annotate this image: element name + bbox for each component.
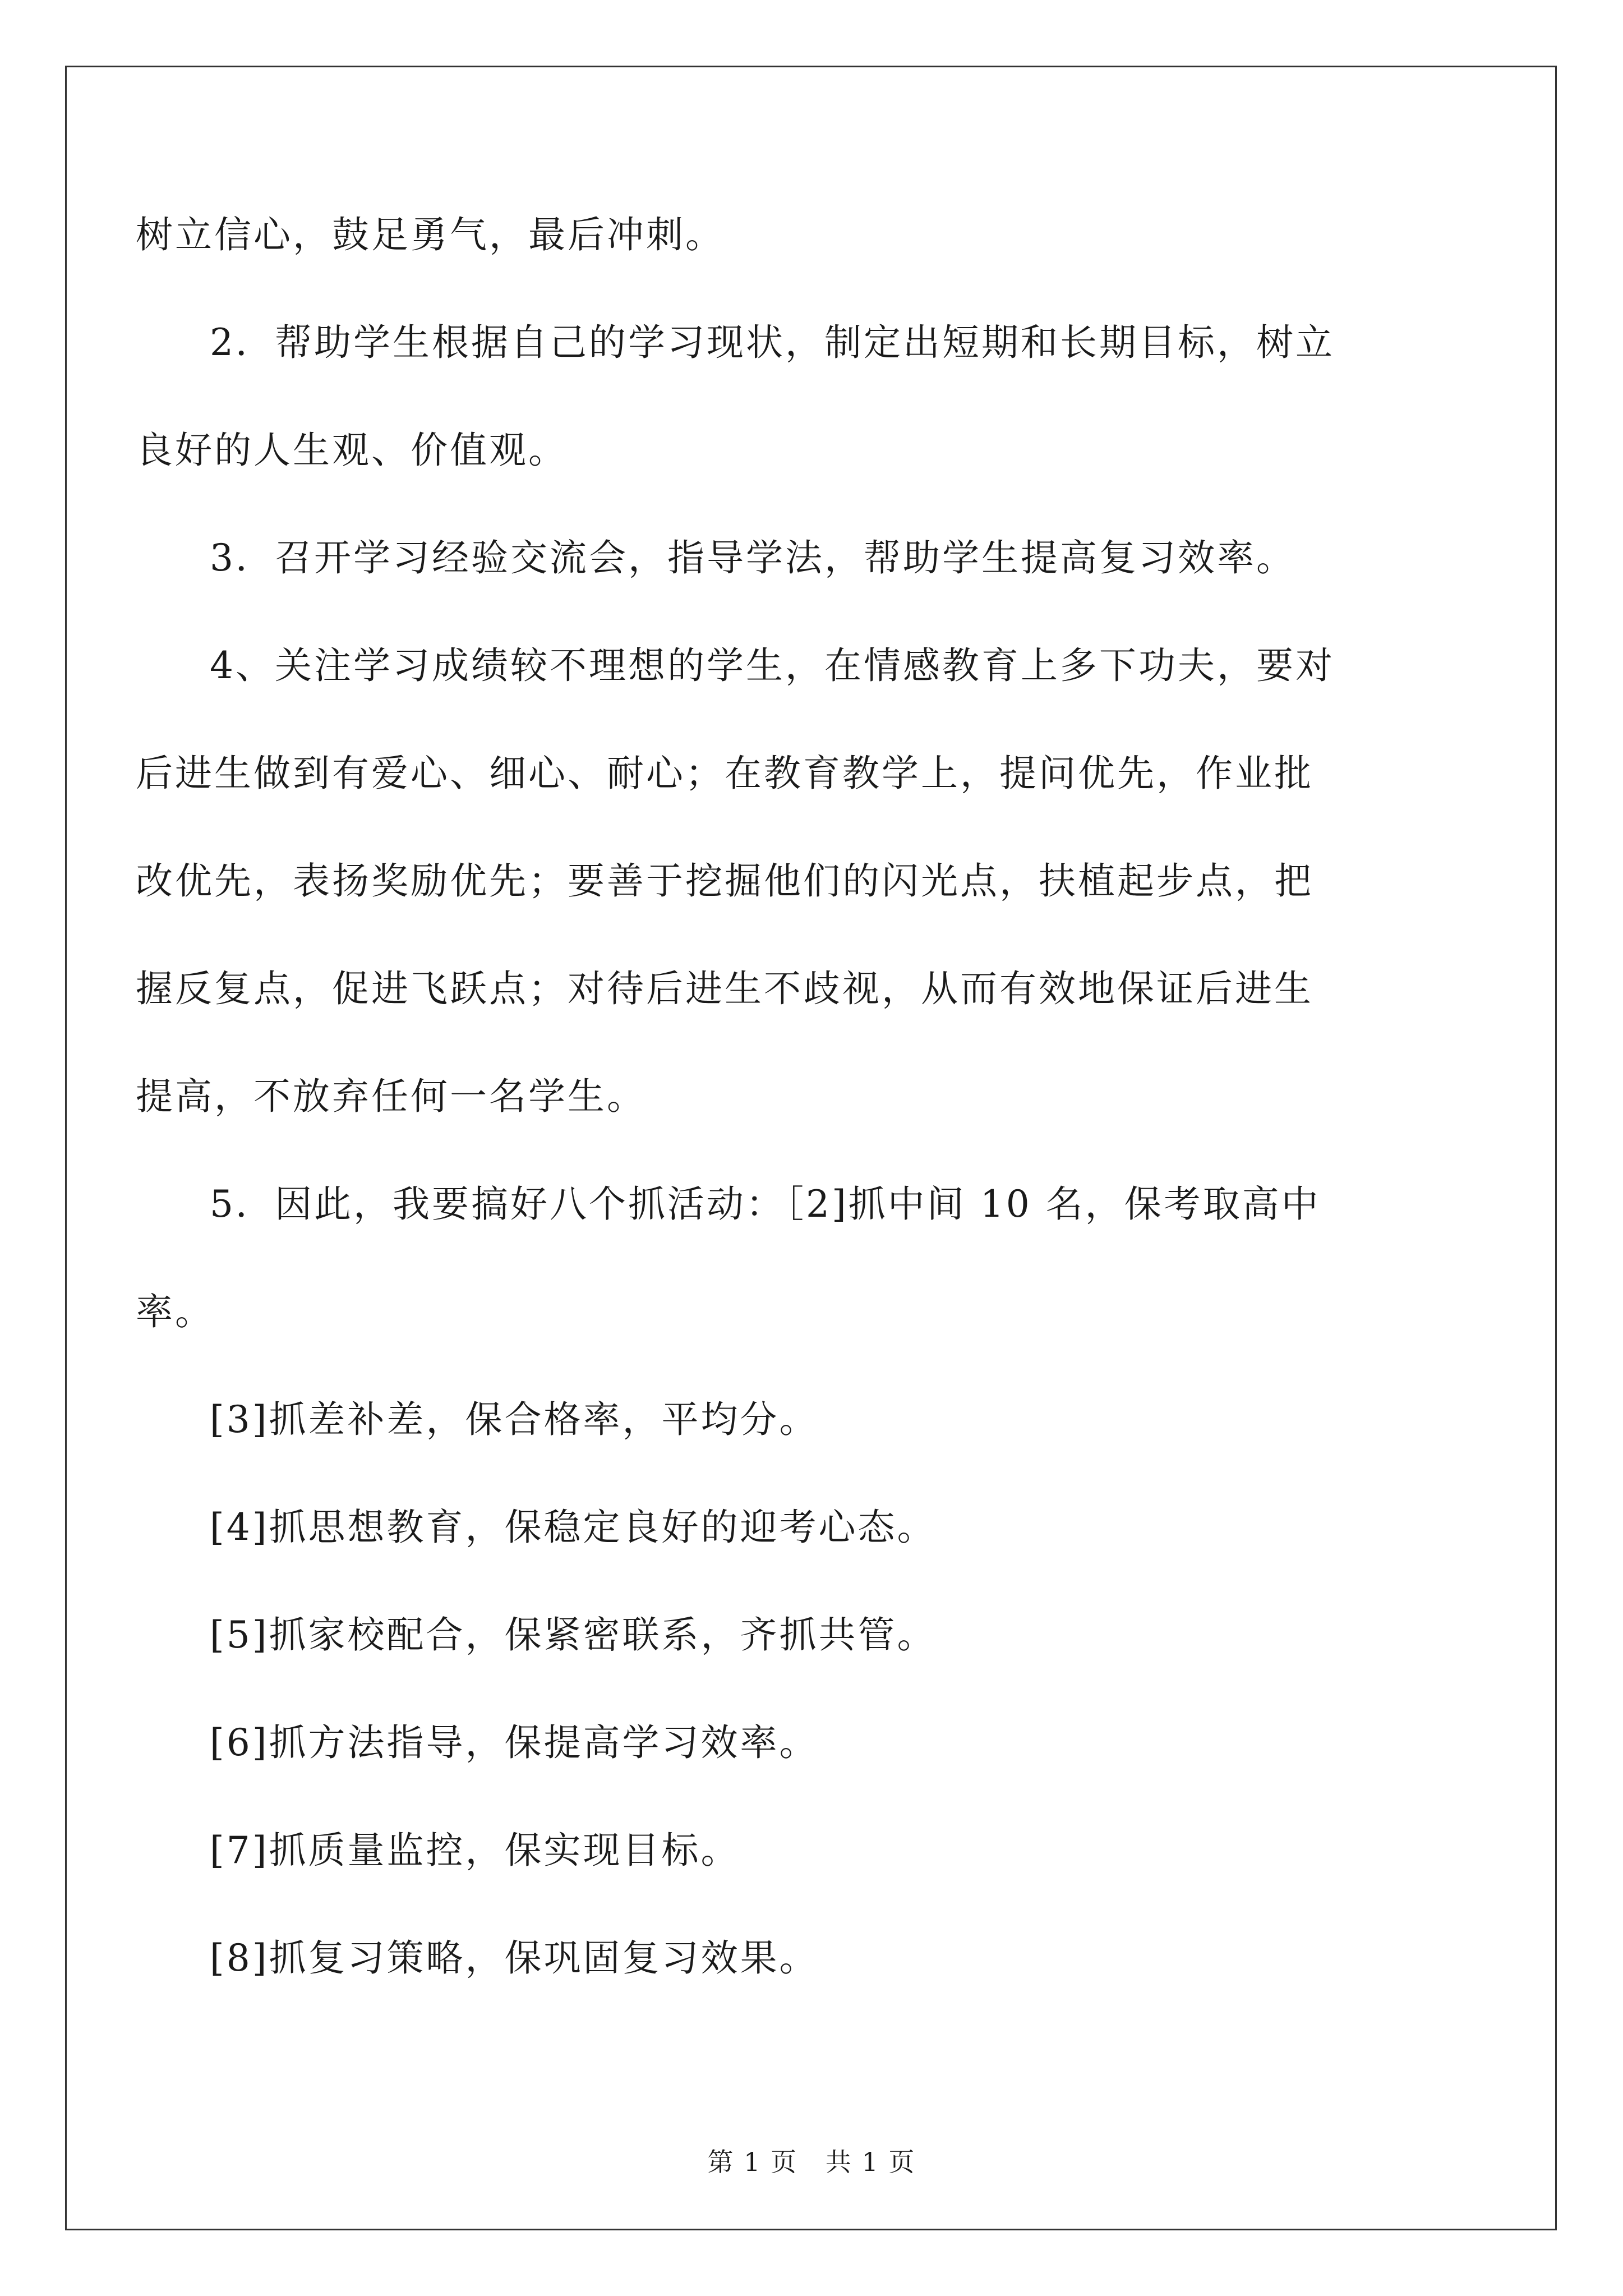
text-line: 4、关注学习成绩较不理想的学生，在情感教育上多下功夫，要对 — [210, 644, 1335, 687]
text-line: [6]抓方法指导，保提高学习效率。 — [210, 1721, 819, 1764]
page-number-footer: 第 1 页 共 1 页 — [707, 2147, 916, 2177]
text-line: [8]抓复习策略，保巩固复习效果。 — [210, 1936, 819, 1980]
text-line: 率。 — [136, 1290, 214, 1333]
text-line: 提高，不放弃任何一名学生。 — [136, 1075, 646, 1118]
text-line: [7]抓质量监控，保实现目标。 — [210, 1829, 740, 1872]
text-line: 5．因此，我要搞好八个抓活动：［2]抓中间 10 名，保考取高中 — [210, 1182, 1321, 1226]
text-line: 树立信心，鼓足勇气，最后冲刺。 — [136, 213, 725, 256]
page-border — [65, 66, 1557, 2230]
text-line: 改优先，表扬奖励优先；要善于挖掘他们的闪光点，扶植起步点，把 — [136, 859, 1313, 903]
text-line: 2．帮助学生根据自己的学习现状，制定出短期和长期目标，树立 — [210, 321, 1335, 364]
text-line: 后进生做到有爱心、细心、耐心；在教育教学上，提问优先，作业批 — [136, 752, 1313, 795]
text-line: [5]抓家校配合，保紧密联系，齐抓共管。 — [210, 1613, 937, 1657]
text-line: 握反复点，促进飞跃点；对待后进生不歧视，从而有效地保证后进生 — [136, 967, 1313, 1010]
text-line: 3．召开学习经验交流会，指导学法，帮助学生提高复习效率。 — [210, 536, 1295, 579]
text-line: [3]抓差补差，保合格率，平均分。 — [210, 1398, 819, 1441]
text-line: 良好的人生观、价值观。 — [136, 429, 568, 472]
text-line: [4]抓思想教育，保稳定良好的迎考心态。 — [210, 1506, 937, 1549]
